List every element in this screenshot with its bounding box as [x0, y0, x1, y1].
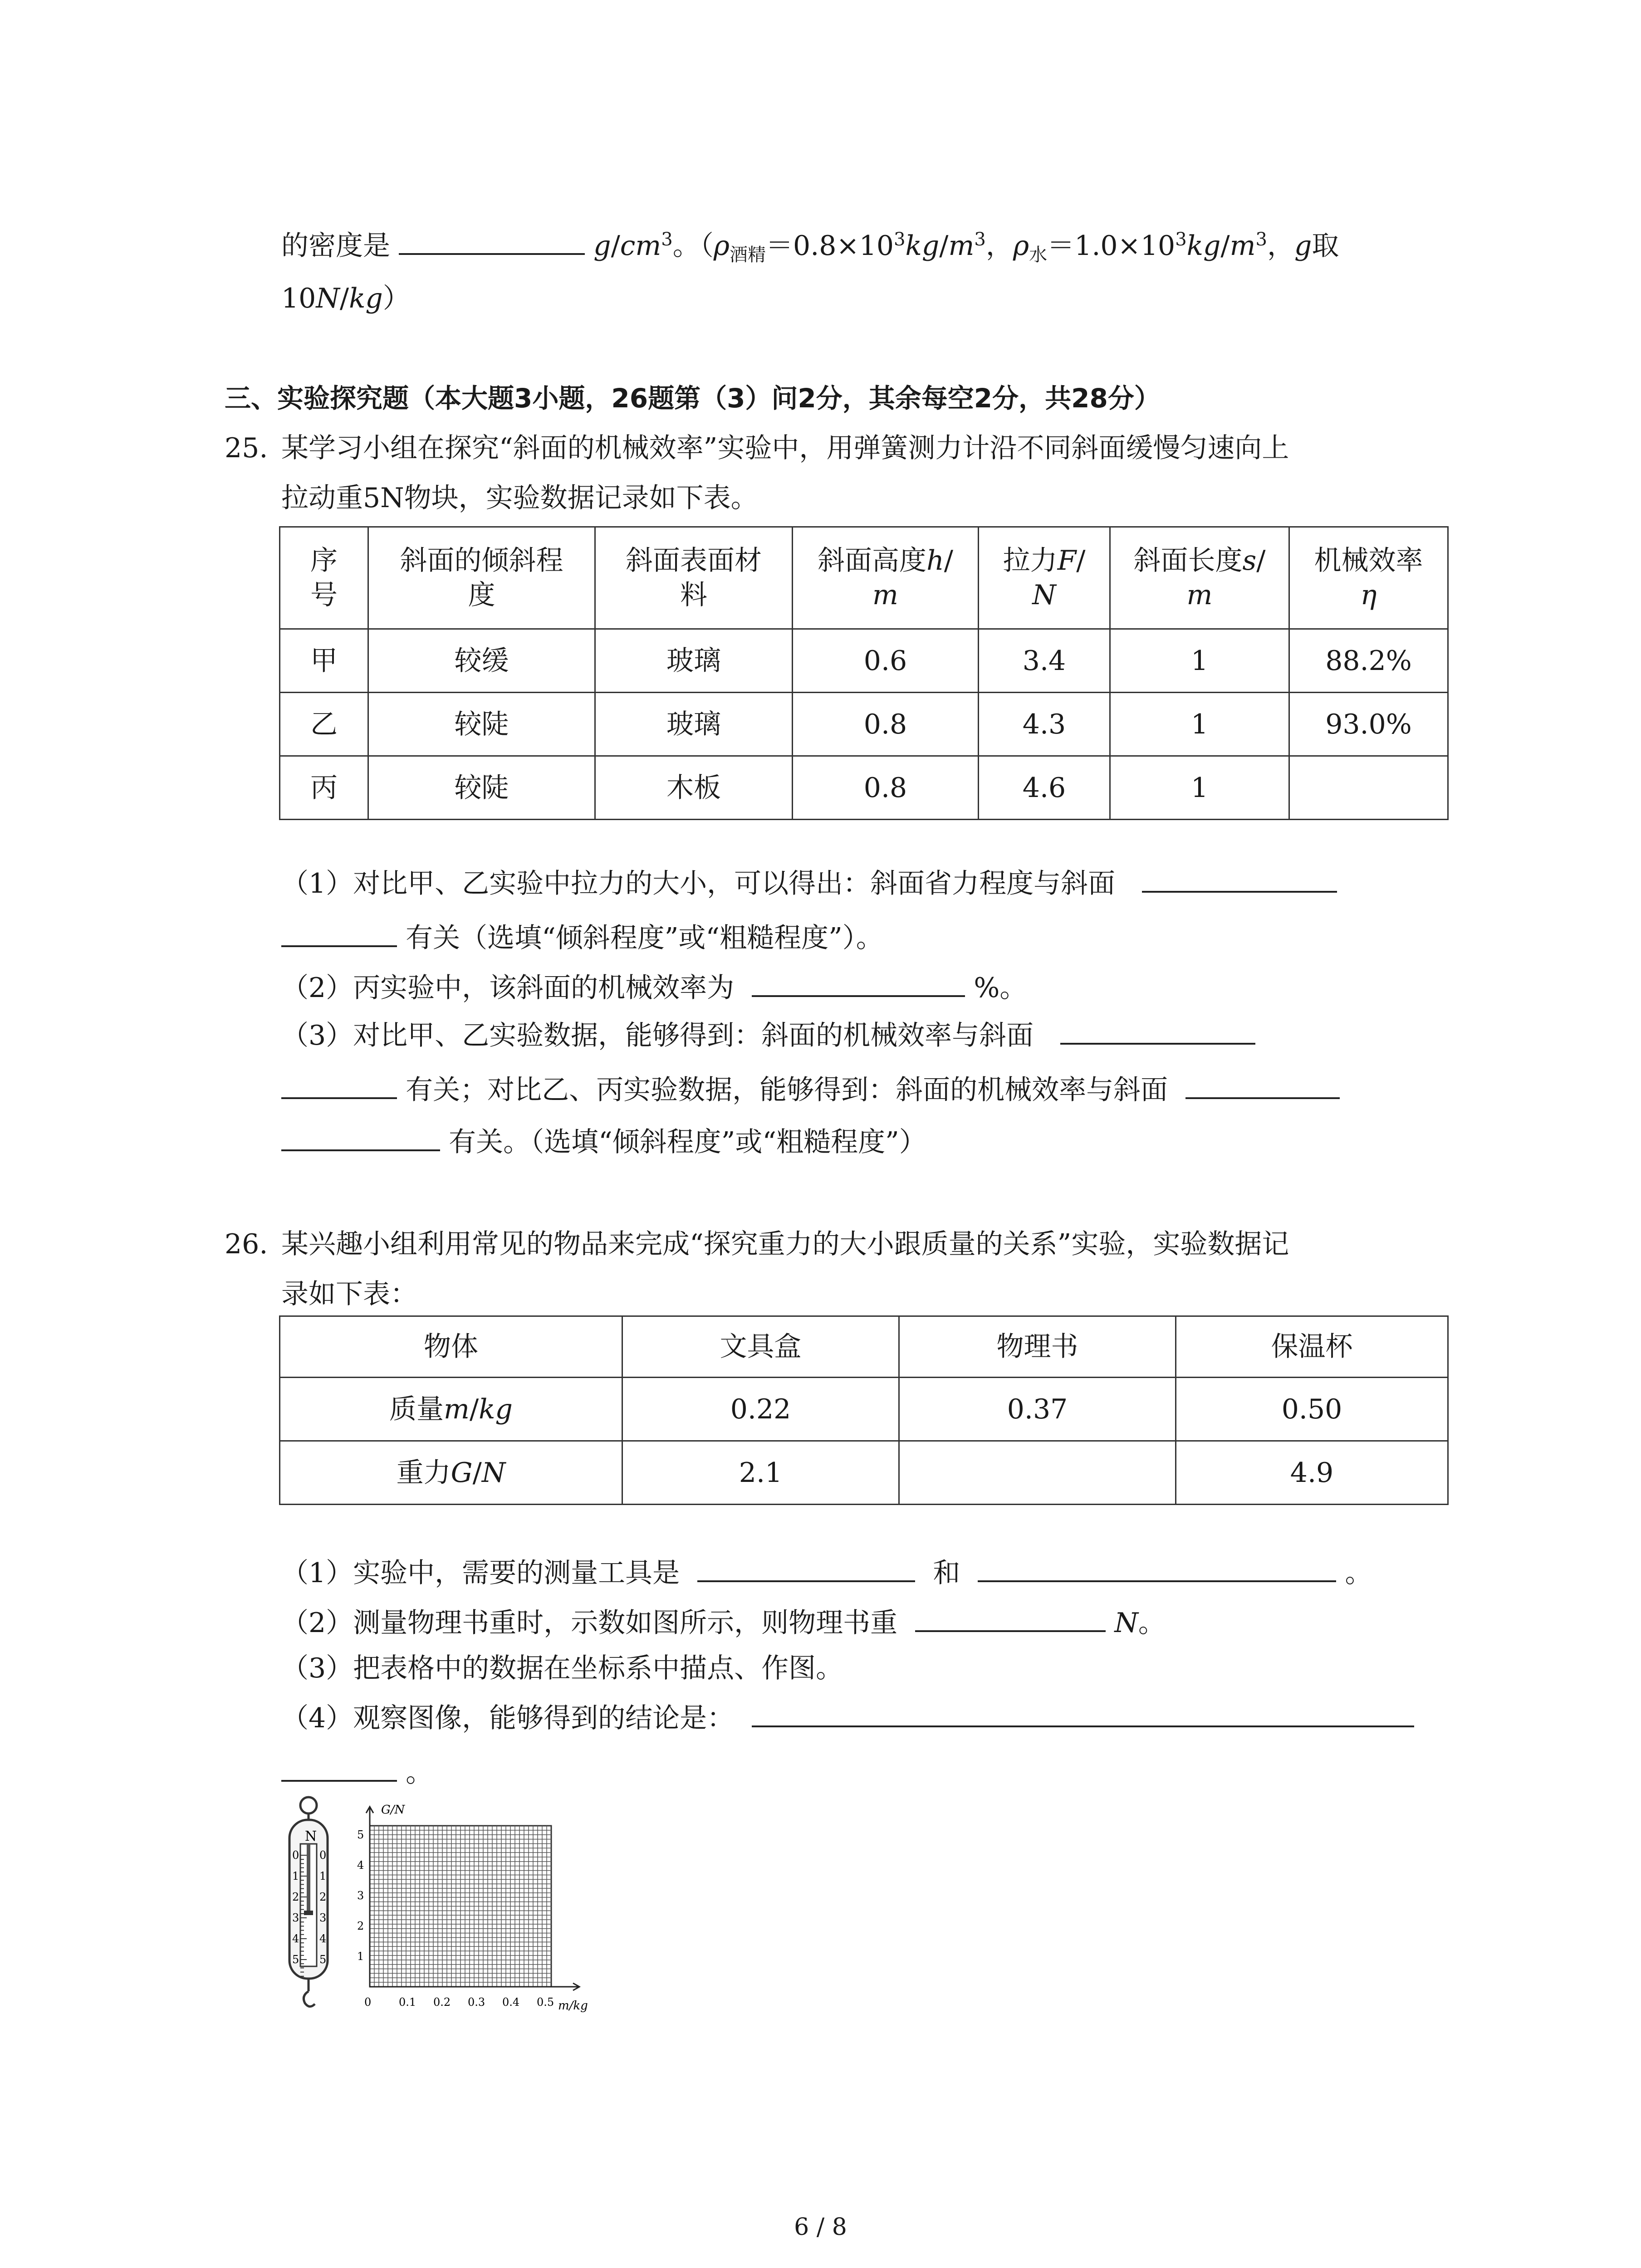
q25-table: [279, 526, 1449, 820]
q25-number: 25.: [225, 432, 268, 464]
q25-header-row: [280, 527, 1448, 629]
table-cell: 88.2%: [1289, 629, 1448, 693]
q26-header-cell: 文具盒: [622, 1316, 899, 1378]
q25-header-cell: 斜面高度h/ m: [793, 527, 979, 629]
y-tick-label: 1: [357, 1950, 364, 1963]
table-cell: 0.8: [793, 693, 979, 756]
meter-scale-label: 3: [319, 1911, 327, 1924]
q26-number: 26.: [225, 1228, 268, 1260]
x-tick-label: 0.4: [502, 1996, 520, 2009]
meter-scale-label: 2: [319, 1891, 327, 1903]
answer-blank[interactable]: [281, 1756, 397, 1782]
table-cell: 甲: [280, 629, 368, 693]
q25-part3-c: 有关。（选填“倾斜程度”或“粗糙程度”）: [281, 1125, 926, 1159]
density-line-2: 10N/kg）: [281, 283, 410, 314]
table-cell: 2.1: [622, 1441, 899, 1505]
q25-part2: （2）丙实验中，该斜面的机械效率为 %。: [281, 972, 1027, 1004]
y-ticks: [357, 1828, 364, 1963]
weight-empty-cell[interactable]: [899, 1441, 1176, 1505]
meter-scale-label: 3: [292, 1911, 299, 1924]
answer-blank[interactable]: [752, 972, 965, 997]
y-axis-label: G/N: [381, 1803, 405, 1817]
answer-blank[interactable]: [281, 922, 397, 947]
table-cell: 0.22: [622, 1378, 899, 1441]
table-cell: 0.37: [899, 1378, 1176, 1441]
table-row: [280, 1378, 1448, 1441]
table-cell: 玻璃: [595, 693, 793, 756]
meter-scale-label: 5: [292, 1953, 299, 1966]
answer-blank[interactable]: [1185, 1074, 1340, 1099]
x-tick-label: 0.5: [537, 1996, 554, 2009]
answer-blank[interactable]: [915, 1607, 1106, 1632]
density-line: 的密度是 $g/cm^3$。（$\rho_{酒精}=0.8\times 10^3kg/m^3$，$\rho_水=1.0\times 10^3kg/m^3$，g取: [281, 229, 1339, 265]
meter-scale-label: 5: [319, 1953, 327, 1966]
q26-part1: （1）实验中，需要的测量工具是 和 。: [281, 1557, 1372, 1589]
q25-header-cell: 斜面表面材 料: [595, 527, 793, 629]
meter-unit: N: [305, 1828, 317, 1844]
q25-header-cell: 拉力F/ N: [979, 527, 1110, 629]
q26-header-cell: 保温杯: [1176, 1316, 1448, 1378]
q25-intro-2: 拉动重5N物块，实验数据记录如下表。: [281, 482, 758, 514]
q26-part3: （3）把表格中的数据在坐标系中描点、作图。: [281, 1652, 843, 1684]
y-tick-label: 3: [357, 1889, 364, 1902]
table-cell: 较陡: [368, 756, 595, 820]
table-row: [280, 756, 1448, 820]
q26-part4-b: 。: [281, 1755, 433, 1790]
meter-scale-label: 2: [292, 1891, 299, 1903]
answer-blank[interactable]: [1060, 1019, 1255, 1045]
q26-header-cell: 物理书: [899, 1316, 1176, 1378]
table-cell: 0.6: [793, 629, 979, 693]
answer-blank[interactable]: [978, 1557, 1336, 1582]
table-row: [280, 693, 1448, 756]
answer-blank[interactable]: [752, 1702, 1414, 1727]
table-cell: 1: [1110, 629, 1289, 693]
q25-header-cell: 斜面长度s/ m: [1110, 527, 1289, 629]
table-cell: 93.0%: [1289, 693, 1448, 756]
table-row: [280, 629, 1448, 693]
answer-blank[interactable]: [1142, 867, 1337, 893]
meter-scale-label: 0: [292, 1849, 299, 1862]
table-cell: 较缓: [368, 629, 595, 693]
q26-header-row: [280, 1316, 1448, 1378]
q25-part1-b: 有关（选填“倾斜程度”或“粗糙程度”）。: [281, 921, 883, 955]
meter-scale-label: 0: [319, 1849, 327, 1862]
q26-intro-1: 某兴趣小组利用常见的物品来完成“探究重力的大小跟质量的关系”实验，实验数据记: [281, 1228, 1289, 1260]
q25-header-cell: 斜面的倾斜程 度: [368, 527, 595, 629]
y-tick-label: 5: [357, 1828, 364, 1841]
q25-header-cell: 序 号: [280, 527, 368, 629]
table-cell: 重力G/N: [280, 1441, 622, 1505]
table-cell: 4.9: [1176, 1441, 1448, 1505]
q25-part3-b: 有关；对比乙、丙实验数据，能够得到：斜面的机械效率与斜面: [281, 1073, 1340, 1107]
x-axis-label: m/kg: [558, 1999, 588, 2013]
table-cell: 较陡: [368, 693, 595, 756]
table-row: [280, 1441, 1448, 1505]
q26-part2: （2）测量物理书重时，示数如图所示，则物理书重 N。: [281, 1607, 1166, 1639]
x-tick-label: 0.2: [433, 1996, 451, 2009]
answer-blank[interactable]: [281, 1074, 397, 1099]
table-cell: 乙: [280, 693, 368, 756]
table-cell: 0.8: [793, 756, 979, 820]
x-tick-label: 0.1: [399, 1996, 416, 2009]
x-tick-label: 0: [364, 1996, 372, 2009]
x-ticks: [364, 1996, 554, 2009]
q26-header-cell: 物体: [280, 1316, 622, 1378]
answer-blank[interactable]: [697, 1557, 915, 1582]
q25-part3-a: （3）对比甲、乙实验数据，能够得到：斜面的机械效率与斜面: [281, 1018, 1255, 1053]
table-cell: 1: [1110, 756, 1289, 820]
page-number: 6 / 8: [794, 2214, 847, 2241]
answer-blank-density[interactable]: [399, 230, 585, 255]
table-cell: 4.6: [979, 756, 1110, 820]
efficiency-empty-cell[interactable]: [1289, 756, 1448, 820]
density-text: $g/cm^3$。（$\rho_{酒精}=0.8\times 10^3kg/m^3$，$\rho_水=1.0\times 10^3kg/m^3$，g取: [593, 229, 1339, 265]
x-tick-label: 0.3: [468, 1996, 485, 2009]
table-cell: 0.50: [1176, 1378, 1448, 1441]
section-heading: 三、实验探究题（本大题3小题，26题第（3）问2分，其余每空2分，共28分）: [225, 383, 1161, 414]
q25-header-cell: 机械效率 η: [1289, 527, 1448, 629]
y-tick-label: 4: [357, 1859, 364, 1872]
meter-scale-label: 1: [292, 1870, 299, 1882]
table-cell: 玻璃: [595, 629, 793, 693]
q26-figure: [272, 1792, 617, 2046]
table-cell: 丙: [280, 756, 368, 820]
table-cell: 木板: [595, 756, 793, 820]
q26-intro-2: 录如下表：: [281, 1278, 417, 1310]
table-cell: 3.4: [979, 629, 1110, 693]
q26-table: [279, 1315, 1449, 1505]
q26-part4-a: （4）观察图像，能够得到的结论是：: [281, 1701, 1414, 1735]
table-cell: 质量m/kg: [280, 1378, 622, 1441]
table-cell: 1: [1110, 693, 1289, 756]
q25-intro-1: 某学习小组在探究“斜面的机械效率”实验中，用弹簧测力计沿不同斜面缓慢匀速向上: [281, 432, 1289, 464]
meter-scale-label: 4: [319, 1932, 327, 1945]
table-cell: 4.3: [979, 693, 1110, 756]
coordinate-grid: [366, 1807, 579, 1990]
meter-scale-label: 1: [319, 1870, 327, 1882]
answer-blank[interactable]: [281, 1126, 440, 1151]
q25-part1-a: （1）对比甲、乙实验中拉力的大小，可以得出：斜面省力程度与斜面: [281, 866, 1337, 901]
meter-scale-label: 4: [292, 1932, 299, 1945]
y-tick-label: 2: [357, 1920, 364, 1932]
